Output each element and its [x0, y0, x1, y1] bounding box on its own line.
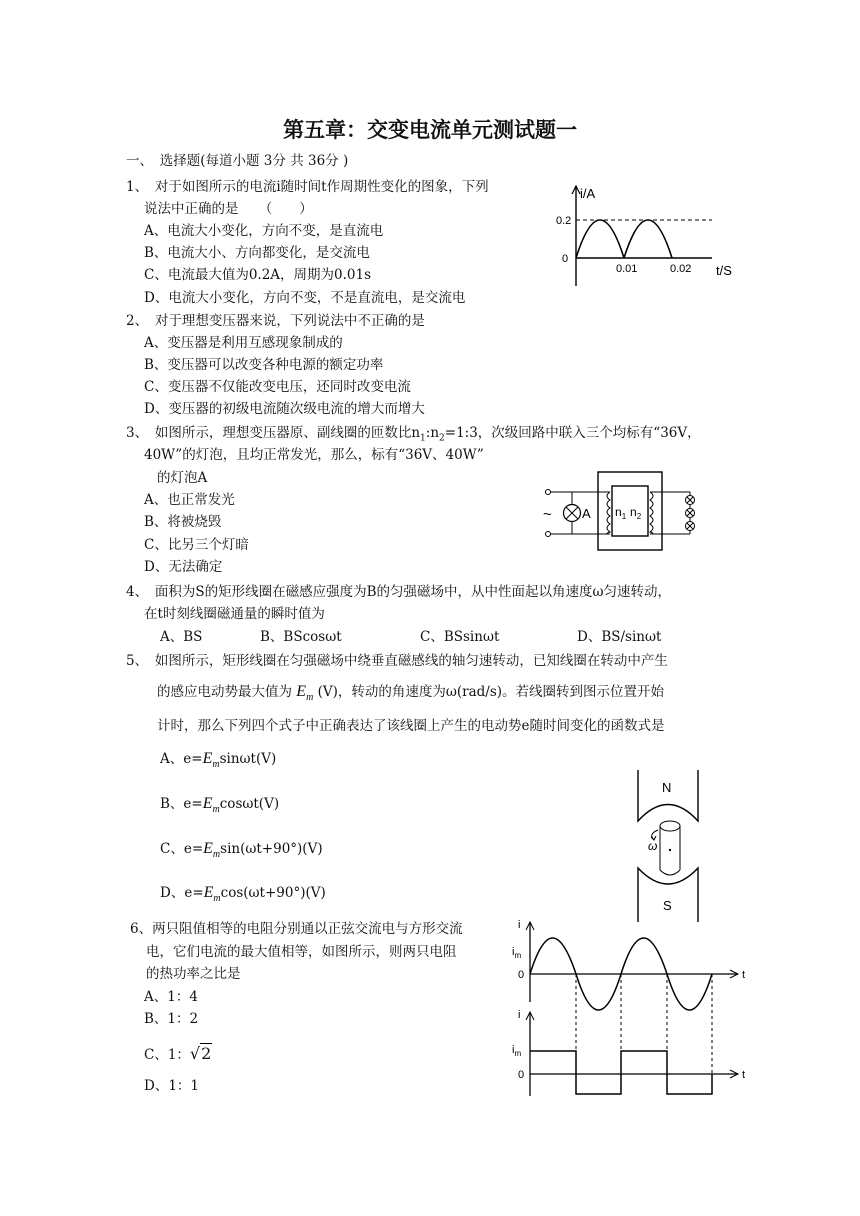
q1-x-axis-label: t/S: [716, 263, 732, 278]
q5-option-a: A、$e=E_m\sin\omega t(V)$: [160, 750, 277, 771]
q4-option-c: C、BSsinωt: [420, 629, 500, 645]
q5-option-b: B、$e=E_m\cos\omega t(V)$: [160, 795, 280, 816]
q4-stem-line1: 4、 面积为S的矩形线圈在磁感应强度为B的匀强磁场中，从中性面起以角速度ω匀速转动，: [126, 584, 672, 600]
section-heading: 一、 选择题(每道小题 3分 共 36分 ): [126, 153, 349, 169]
q3-option-c: C、比另三个灯暗: [144, 537, 249, 553]
q6-stem-line1: 6、两只阻值相等的电阻分别通以正弦交流电与方形交流: [130, 921, 463, 937]
q1-option-b: B、电流大小、方向都变化，是交流电: [144, 245, 370, 261]
q6-bottom-t-label: t: [742, 1069, 746, 1081]
q1-option-c: C、电流最大值为0.2A，周期为0.01s: [144, 267, 372, 283]
q6-top-im-label: $i_m$: [512, 946, 522, 960]
q3-n1-label: $n_1$: [615, 505, 627, 521]
q6-bottom-zero: 0: [518, 1069, 525, 1081]
sqrt-radicand: 2: [201, 1044, 212, 1063]
q4-option-a: A、BS: [160, 629, 203, 645]
q3-stem-line2: 40W”的灯泡，且均正常发光，那么，标有“36V、40W”: [144, 447, 484, 463]
q6-top-t-label: t: [742, 969, 746, 981]
q1-stem-line2: 说法中正确的是 （ ）: [144, 201, 313, 217]
q4-stem-line2: 在t时刻线圈磁通量的瞬时值为: [144, 606, 325, 622]
q3-secondary-lamps: [686, 496, 695, 531]
q6-bottom-i-label: i: [518, 1009, 521, 1021]
q6-stem-line3: 的热功率之比是: [146, 966, 241, 982]
q2-option-d: D、变压器的初级电流随次级电流的增大而增大: [144, 401, 425, 417]
q5-omega-label: ω: [648, 839, 658, 853]
q5-stem-line2: 的感应电动势最大值为 $E_m$ (V)，转动的角速度为ω(rad/s)。若线圈转到图示位置开始: [157, 683, 665, 704]
q6-bottom-im-label: $i_m$: [512, 1044, 522, 1058]
q4-option-d: D、BS/sinωt: [577, 629, 662, 645]
q6-option-b: B、1：2: [144, 1011, 199, 1027]
q5-em-symbol: $E_m$: [296, 683, 314, 704]
q3-option-b: B、将被烧毁: [144, 514, 222, 530]
q5-north-pole-label: N: [662, 780, 672, 795]
q1-y-axis-label: i/A: [580, 186, 596, 201]
q2-option-c: C、变压器不仅能改变电压，还同时改变电流: [144, 379, 411, 395]
page-title: 第五章：交变电流单元测试题一: [283, 118, 577, 142]
q2-option-a: A、变压器是利用互感现象制成的: [144, 335, 343, 351]
q1-stem-line1: 1、 对于如图所示的电流i随时间t作周期性变化的图象，下列: [126, 179, 489, 195]
q6-waveform-diagram: [508, 918, 758, 1098]
q1-x-tick-1: 0.01: [616, 263, 638, 275]
q3-option-a: A、也正常发光: [144, 492, 235, 508]
q5-option-c: C、$e=E_m\sin(\omega t+90^\circ)(V)$: [160, 840, 323, 861]
q3-ac-source-symbol: ~: [543, 506, 552, 523]
q2-option-b: B、变压器可以改变各种电源的额定功率: [144, 357, 384, 373]
q3-option-d: D、无法确定: [144, 559, 223, 575]
q1-current-graph: [550, 180, 750, 290]
q3-n2-label: $n_2$: [630, 505, 642, 521]
q3-lamp-a-label: A: [582, 506, 591, 521]
q1-option-d: D、电流大小变化，方向不变，不是直流电，是交流电: [144, 290, 466, 306]
q5-option-d: D、$e=E_m\cos(\omega t+90^\circ)(V)$: [160, 884, 326, 905]
q5-stem-line3: 计时，那么下列四个式子中正确表达了该线圈上产生的电动势e随时间变化的函数式是: [157, 718, 665, 734]
q5-stem-line1: 5、 如图所示，矩形线圈在匀强磁场中绕垂直磁感线的轴匀速转动，已知线圈在转动中产生: [126, 653, 668, 669]
q6-stem-line2: 电，它们电流的最大值相等，如图所示，则两只电阻: [146, 944, 457, 960]
q1-option-a: A、电流大小变化，方向不变，是直流电: [144, 223, 384, 239]
q5-south-pole-label: S: [663, 898, 672, 913]
q5-coil-magnet-diagram: [628, 766, 718, 926]
q6-top-i-label: i: [518, 919, 521, 931]
q6-top-zero: 0: [518, 969, 525, 981]
q1-y-tick: 0.2: [556, 215, 572, 227]
q4-option-b: B、BScosωt: [260, 629, 342, 645]
q3-stem-line1: 3、 如图所示，理想变压器原、副线圈的匝数比$n_1:n_2=1:3$，次级回路中联入三个均标有“36V，: [126, 425, 701, 444]
q2-stem: 2、 对于理想变压器来说，下列说法中不正确的是: [126, 313, 425, 329]
q6-option-a: A、1：4: [144, 989, 198, 1005]
q1-x-tick-2: 0.02: [670, 263, 692, 275]
q6-option-c: C、1：√2: [144, 1044, 212, 1063]
q6-option-d: D、1：1: [144, 1078, 200, 1094]
sqrt-symbol: √: [189, 1044, 201, 1063]
q3-stem-line3: 的灯泡A: [157, 470, 208, 486]
q3-transformer-diagram: [540, 466, 710, 556]
q1-origin-label: 0: [562, 253, 569, 265]
